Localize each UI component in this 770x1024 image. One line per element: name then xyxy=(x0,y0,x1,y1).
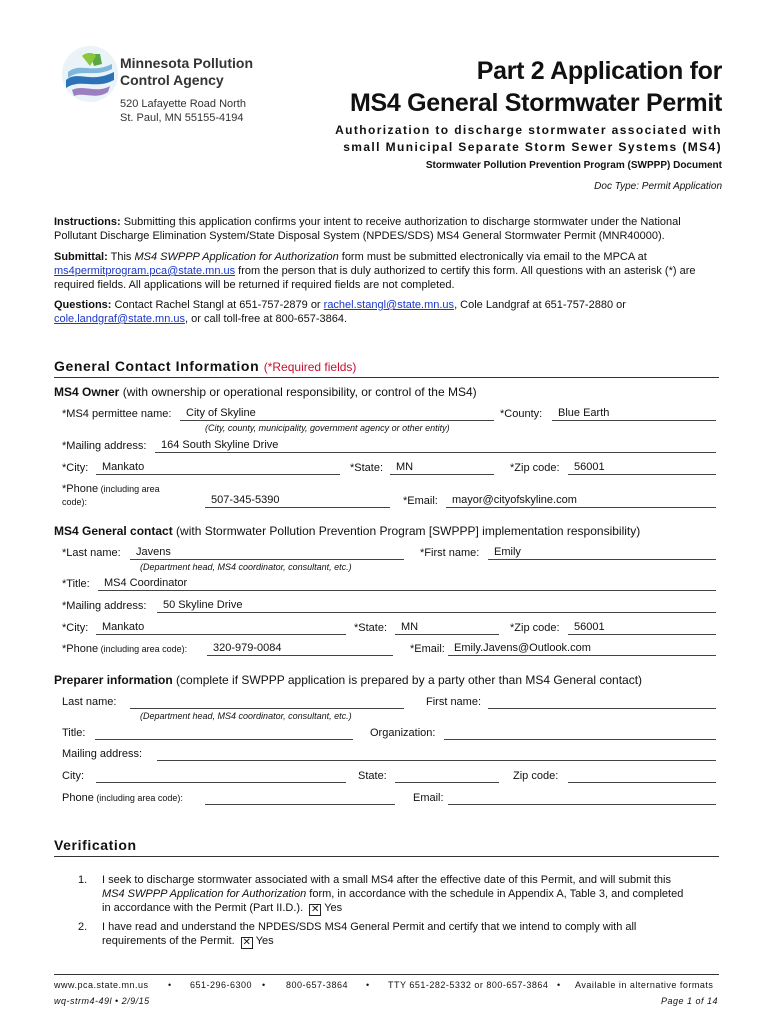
required-fields-note: (*Required fields) xyxy=(263,360,357,374)
verification-item2-number: 2. xyxy=(78,921,88,933)
contact-title-label: *Title: xyxy=(62,578,90,590)
doc-type: Doc Type: Permit Application xyxy=(594,181,722,192)
verification-item2 xyxy=(102,920,722,949)
county-field[interactable]: Blue Earth xyxy=(552,407,716,421)
mpca-logo-icon xyxy=(60,44,120,104)
page-title-line2: MS4 General Stormwater Permit xyxy=(350,89,722,117)
preparer-title-field[interactable] xyxy=(95,726,353,740)
owner-phone-label-small1: (including area xyxy=(98,484,160,494)
verification-item1-text-d: in accordance with the Permit (Part II.D.). xyxy=(102,902,304,914)
verification-item1-text-c: form, in accordance with the schedule in Appendix A, Table 3, and completed xyxy=(306,888,684,900)
footer-doc-code: wq-strm4-49l • 2/9/15 xyxy=(54,996,150,1006)
preparer-zip-label: Zip code: xyxy=(513,770,559,782)
agency-name-line1: Minnesota Pollution xyxy=(120,55,253,71)
contact-phone-label xyxy=(62,643,187,655)
questions-text3: , or call toll-free at 800-657-3864. xyxy=(185,313,348,325)
verification-item2-text-a: I have read and understand the NPDES/SDS MS4 General Permit and certify that we intend to comply with all xyxy=(102,921,637,933)
questions-text2: , Cole Landgraf at 651-757-2880 or xyxy=(454,299,626,311)
contact-city-label: *City: xyxy=(62,622,89,634)
instructions-text: Submitting this application confirms your intent to receive authorization to discharge stormwater under the National Pollutant Discharge Elimination System/State Disposal System (NPDES/SDS) MS4 General Stormwater Permit (MNR40000). xyxy=(54,216,681,242)
owner-heading-rest: (with ownership or operational responsibility, or control of the MS4) xyxy=(119,385,477,399)
preparer-zip-field[interactable] xyxy=(568,769,716,783)
contact-heading-bold: MS4 General contact xyxy=(54,524,173,538)
rachel-email-link[interactable]: rachel.stangl@state.mn.us xyxy=(323,299,455,311)
preparer-phone-label-small: (including area code): xyxy=(93,793,183,803)
preparer-state-label: State: xyxy=(358,770,387,782)
contact-zip-field[interactable]: 56001 xyxy=(568,621,716,635)
preparer-phone-field[interactable] xyxy=(205,791,395,805)
owner-state-label: *State: xyxy=(350,462,384,474)
footer-divider xyxy=(54,974,719,975)
owner-city-label: *City: xyxy=(62,462,89,474)
verification-heading: Verification xyxy=(54,837,719,857)
submittal xyxy=(54,250,719,292)
questions xyxy=(54,298,719,326)
county-label: *County: xyxy=(500,408,543,420)
verification-item1-text-a: I seek to discharge stormwater associated with a small MS4 after the effective date of this Permit, and will submit this xyxy=(102,874,671,886)
submittal-text3: from the person that is duly authorized to certify this form. All questions with an asterisk (*) are required fields. All applications will be returned if required fields are not completed. xyxy=(54,265,696,291)
preparer-email-label: Email: xyxy=(413,792,444,804)
questions-label: Questions: xyxy=(54,299,112,311)
contact-heading-rest: (with Stormwater Pollution Prevention Program [SWPPP] implementation responsibility) xyxy=(172,524,641,538)
footer-bullet-3: • xyxy=(366,980,370,990)
verification-item1-checkbox[interactable]: ✕ xyxy=(311,904,320,915)
owner-mailing-label: *Mailing address: xyxy=(62,440,147,452)
permittee-field[interactable]: City of Skyline xyxy=(180,407,494,421)
agency-address2: St. Paul, MN 55155-4194 xyxy=(120,112,244,124)
cole-email-link[interactable]: cole.landgraf@state.mn.us xyxy=(54,313,186,325)
contact-phone-label-main: *Phone xyxy=(62,643,99,655)
footer-phone1: 651-296-6300 xyxy=(190,980,253,990)
owner-phone-label xyxy=(62,483,160,509)
owner-heading-bold: MS4 Owner xyxy=(54,385,120,399)
agency-address1: 520 Lafayette Road North xyxy=(120,98,246,110)
subtitle-line2: small Municipal Separate Storm Sewer Systems (MS4) xyxy=(343,140,722,154)
preparer-heading-rest: (complete if SWPPP application is prepared by a party other than MS4 General contact) xyxy=(172,673,643,687)
general-contact-heading xyxy=(54,358,719,378)
preparer-first-field[interactable] xyxy=(488,695,716,709)
footer-page-number: Page 1 of 14 xyxy=(660,996,718,1006)
owner-phone-label-small2: code): xyxy=(62,497,88,507)
permittee-label: *MS4 permittee name: xyxy=(62,408,172,420)
subtitle-line1: Authorization to discharge stormwater associated with xyxy=(335,123,722,137)
owner-heading xyxy=(54,385,477,399)
owner-city-field[interactable]: Mankato xyxy=(96,461,340,475)
contact-title-field[interactable]: MS4 Coordinator xyxy=(98,577,716,591)
agency-name-line2: Control Agency xyxy=(120,72,224,88)
preparer-heading xyxy=(54,673,642,687)
owner-mailing-field[interactable]: 164 South Skyline Drive xyxy=(155,439,716,453)
instructions-label: Instructions: xyxy=(54,216,121,228)
owner-zip-label: *Zip code: xyxy=(510,462,560,474)
preparer-email-field[interactable] xyxy=(448,791,716,805)
verification-item2-checkbox[interactable]: ✕ xyxy=(242,937,251,948)
owner-state-field[interactable]: MN xyxy=(390,461,494,475)
footer-bullet-2: • xyxy=(262,980,266,990)
contact-state-field[interactable]: MN xyxy=(395,621,499,635)
verification-item2-yes: Yes xyxy=(255,935,274,947)
contact-mailing-label: *Mailing address: xyxy=(62,600,147,612)
subtitle-line3: Stormwater Pollution Prevention Program (SWPPP) Document xyxy=(425,160,722,171)
preparer-phone-label xyxy=(62,792,183,804)
page-title-line1: Part 2 Application for xyxy=(476,57,722,85)
submittal-email-link[interactable]: ms4permitprogram.pca@state.mn.us xyxy=(54,265,236,277)
verification-item1-form-name: MS4 SWPPP Application for Authorization xyxy=(102,888,307,900)
owner-email-field[interactable]: mayor@cityofskyline.com xyxy=(446,494,716,508)
footer-formats: Available in alternative formats xyxy=(575,980,714,990)
footer-bullet-4: • xyxy=(557,980,561,990)
footer-tty: TTY 651-282-5332 or 800-657-3864 xyxy=(388,980,549,990)
owner-zip-field[interactable]: 56001 xyxy=(568,461,716,475)
instructions xyxy=(54,215,719,243)
contact-mailing-field[interactable]: 50 Skyline Drive xyxy=(157,599,716,613)
contact-state-label: *State: xyxy=(354,622,388,634)
preparer-dept-hint: (Department head, MS4 coordinator, consultant, etc.) xyxy=(140,711,352,721)
contact-last-field[interactable]: Javens xyxy=(130,546,404,560)
preparer-mailing-field[interactable] xyxy=(157,747,716,761)
preparer-city-label: City: xyxy=(62,770,84,782)
verification-item1 xyxy=(102,873,722,916)
preparer-mailing-label: Mailing address: xyxy=(62,748,143,760)
preparer-city-field[interactable] xyxy=(96,769,346,783)
owner-phone-field[interactable]: 507-345-5390 xyxy=(205,494,390,508)
preparer-title-label: Title: xyxy=(62,727,86,739)
verification-item1-yes: Yes xyxy=(324,902,343,914)
verification-item1-number: 1. xyxy=(78,874,88,886)
contact-first-field[interactable]: Emily xyxy=(488,546,716,560)
questions-text1: Contact Rachel Stangl at 651-757-2879 or xyxy=(114,299,324,311)
contact-phone-field[interactable]: 320-979-0084 xyxy=(207,642,393,656)
submittal-text1: This xyxy=(110,251,135,263)
verification-item2-text-b: requirements of the Permit. xyxy=(102,935,235,947)
contact-zip-label: *Zip code: xyxy=(510,622,560,634)
footer-bullet-1: • xyxy=(168,980,172,990)
preparer-org-label: Organization: xyxy=(370,727,436,739)
preparer-state-field[interactable] xyxy=(395,769,499,783)
preparer-last-label: Last name: xyxy=(62,696,117,708)
contact-phone-label-small: (including area code): xyxy=(98,644,188,654)
preparer-heading-bold: Preparer information xyxy=(54,673,173,687)
preparer-phone-label-main: Phone xyxy=(62,792,94,804)
contact-email-label: *Email: xyxy=(410,643,445,655)
general-contact-title: General Contact Information xyxy=(54,358,264,374)
submittal-text2: form must be submitted electronically via email to the MPCA at xyxy=(338,251,647,263)
submittal-form-name: MS4 SWPPP Application for Authorization xyxy=(134,251,339,263)
footer-phone2: 800-657-3864 xyxy=(286,980,349,990)
preparer-last-field[interactable] xyxy=(130,695,404,709)
contact-last-label: *Last name: xyxy=(62,547,121,559)
contact-city-field[interactable]: Mankato xyxy=(96,621,346,635)
preparer-org-field[interactable] xyxy=(444,726,716,740)
preparer-first-label: First name: xyxy=(426,696,482,708)
contact-heading xyxy=(54,524,640,538)
owner-phone-label-main: *Phone xyxy=(62,483,99,495)
submittal-label: Submittal: xyxy=(54,251,108,263)
footer-web: www.pca.state.mn.us xyxy=(54,980,149,990)
contact-email-field[interactable]: Emily.Javens@Outlook.com xyxy=(448,642,716,656)
permittee-hint: (City, county, municipality, government agency or other entity) xyxy=(205,423,450,433)
contact-dept-hint: (Department head, MS4 coordinator, consultant, etc.) xyxy=(140,562,352,572)
owner-email-label: *Email: xyxy=(403,495,438,507)
contact-first-label: *First name: xyxy=(420,547,480,559)
